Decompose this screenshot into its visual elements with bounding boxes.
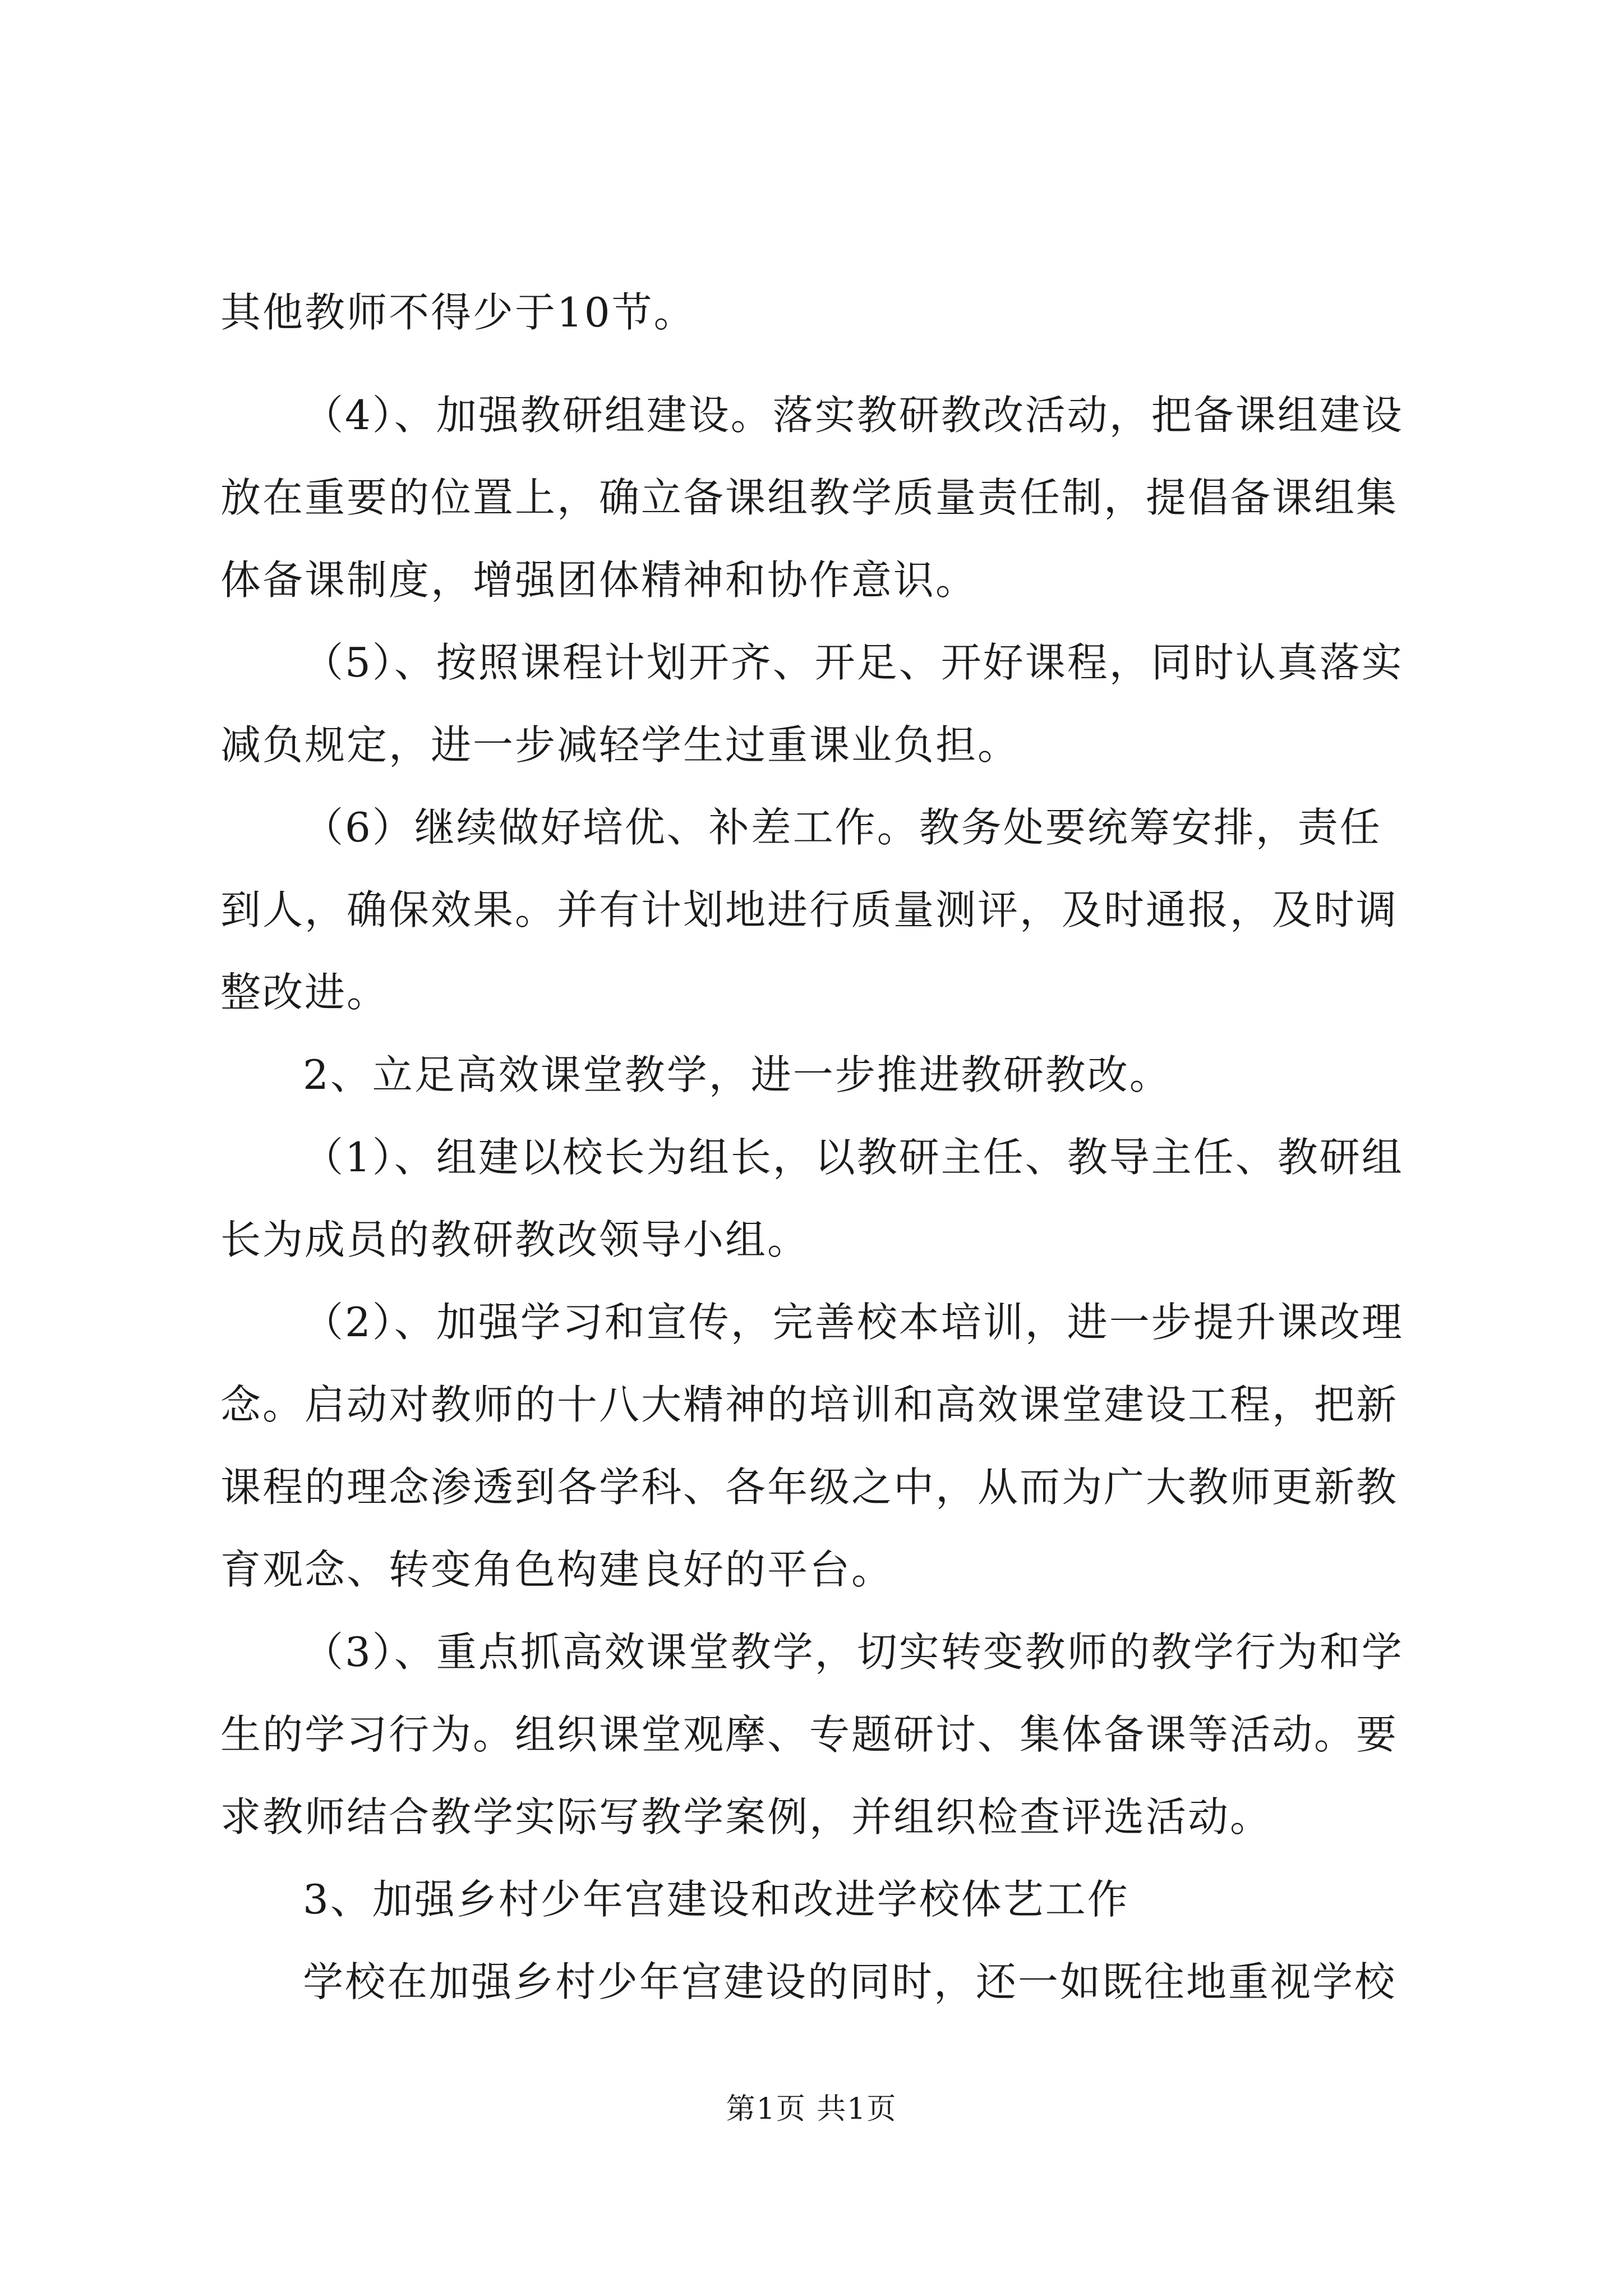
text-line: （1）、组建以校长为组长，以教研主任、教导主任、教研组 bbox=[303, 1134, 1404, 1181]
text-line: 念。启动对教师的十八大精神的培训和高效课堂建设工程，把新 bbox=[220, 1381, 1399, 1428]
text-line: 减负规定，进一步减轻学生过重课业负担。 bbox=[220, 721, 1020, 769]
text-line: 体备课制度，增强团体精神和协作意识。 bbox=[220, 556, 978, 604]
text-line: 放在重要的位置上，确立备课组教学质量责任制，提倡备课组集 bbox=[220, 474, 1399, 521]
text-line: 课程的理念渗透到各学科、各年级之中，从而为广大教师更新教 bbox=[220, 1464, 1399, 1511]
text-line: 其他教师不得少于10节。 bbox=[220, 289, 696, 336]
text-line: 生的学习行为。组织课堂观摩、专题研讨、集体备课等活动。要 bbox=[220, 1711, 1399, 1758]
text-line: （3）、重点抓高效课堂教学，切实转变教师的教学行为和学 bbox=[303, 1628, 1404, 1676]
text-line: 学校在加强乡村少年宫建设的同时，还一如既往地重视学校 bbox=[303, 1958, 1397, 2005]
text-line: 育观念、转变角色构建良好的平台。 bbox=[220, 1546, 894, 1593]
text-line: 整改进。 bbox=[220, 969, 389, 1016]
text-line: （4）、加强教研组建设。落实教研教改活动，把备课组建设 bbox=[303, 392, 1404, 439]
text-line: （6）继续做好培优、补差工作。教务处要统筹安排，责任 bbox=[303, 804, 1382, 851]
section-heading: 3、加强乡村少年宫建设和改进学校体艺工作 bbox=[303, 1876, 1129, 1923]
text-line: 长为成员的教研教改领导小组。 bbox=[220, 1216, 810, 1263]
section-heading: 2、立足高效课堂教学，进一步推进教研教改。 bbox=[303, 1051, 1172, 1098]
page-footer: 第1页 共1页 bbox=[726, 2092, 897, 2126]
text-line: （5）、按照课程计划开齐、开足、开好课程，同时认真落实 bbox=[303, 639, 1404, 686]
text-line: 到人，确保效果。并有计划地进行质量测评，及时通报，及时调 bbox=[220, 886, 1399, 933]
text-line: （2）、加强学习和宣传，完善校本培训，进一步提升课改理 bbox=[303, 1299, 1404, 1346]
text-line: 求教师结合教学实际写教学案例，并组织检查评选活动。 bbox=[220, 1793, 1272, 1841]
